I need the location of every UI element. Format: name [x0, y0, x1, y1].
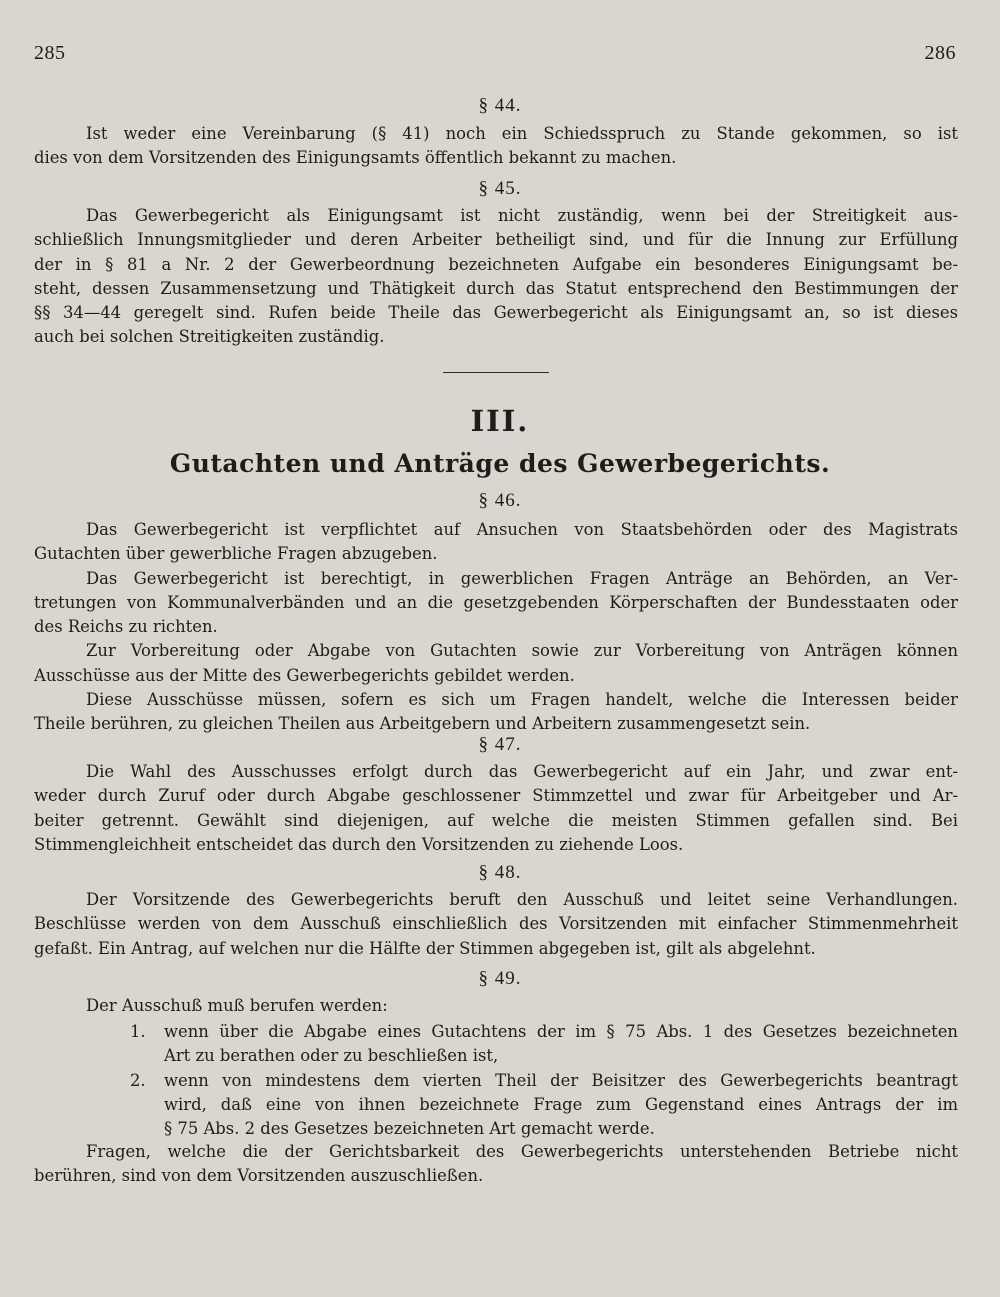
text-line: Der Ausschuß muß berufen werden: — [86, 996, 388, 1015]
text-line: berühren, sind von dem Vorsitzenden auszuschließen. — [34, 1166, 484, 1186]
list-item — [130, 1020, 958, 1069]
part-number: III. — [470, 404, 530, 438]
text-line: beiter getrennt. Gewählt sind diejenigen, auf welche die meisten Stimmen gefallen sind. Bei — [34, 810, 958, 830]
page-number-left: 285 — [34, 42, 66, 64]
text-line: weder durch Zuruf oder durch Abgabe geschlossener Stimmzettel und zwar für Arbeitgeber und Ar- — [34, 786, 958, 806]
text-line: Diese Ausschüsse müssen, sofern es sich um Fragen handelt, welche die Interessen beider — [86, 690, 958, 710]
text-line: Der Vorsitzende des Gewerbegerichts beruft den Ausschuß und leitet seine Verhandlungen. — [86, 890, 958, 909]
text-line: wenn über die Abgabe eines Gutachtens der im § 75 Abs. 1 des Gesetzes bezeichneten — [164, 1022, 958, 1041]
section-45-text — [34, 204, 958, 350]
text-line: gefaßt. Ein Antrag, auf welchen nur die Hälfte der Stimmen abgegeben ist, gilt als abgelehnt. — [34, 938, 816, 958]
text-line: tretungen von Kommunalverbänden und an die gesetzgebenden Körperschaften der Bundesstaaten oder — [34, 592, 958, 612]
text-line: schließlich Innungsmitglieder und deren Arbeiter betheiligt sind, und für die Innung zur Erfüllung — [34, 230, 958, 250]
text-line: Theile berühren, zu gleichen Theilen aus Arbeitgebern und Arbeitern zusammengesetzt sein. — [34, 714, 811, 734]
list-item — [130, 1069, 958, 1142]
text-line: steht, dessen Zusammensetzung und Thätigkeit durch das Statut entsprechend den Bestimmungen der — [34, 278, 958, 298]
section-heading-44: § 44. — [478, 95, 522, 116]
section-49-closing — [34, 1140, 958, 1189]
section-heading-49: § 49. — [478, 968, 522, 989]
text-line: Fragen, welche die der Gerichtsbarkeit des Gewerbegerichts unterstehenden Betriebe nicht — [86, 1142, 958, 1161]
text-line: Ist weder eine Vereinbarung (§ 41) noch ein Schiedsspruch zu Stande gekommen, so ist — [86, 124, 958, 143]
list-item-number: 2. — [130, 1070, 146, 1090]
section-49-list — [130, 1020, 958, 1141]
text-line: auch bei solchen Streitigkeiten zuständig. — [34, 327, 385, 347]
section-49-intro — [34, 994, 958, 1018]
section-heading-45: § 45. — [478, 178, 522, 199]
section-47-text — [34, 760, 958, 857]
section-heading-47: § 47. — [478, 734, 522, 755]
section-48-text — [34, 888, 958, 961]
part-title: Gutachten und Anträge des Gewerbegerichts. — [169, 449, 831, 478]
text-line: §§ 34—44 geregelt sind. Rufen beide Theile das Gewerbegericht als Einigungsamt an, so ist dieses — [34, 303, 958, 323]
text-line: Ausschüsse aus der Mitte des Gewerbegerichts gebildet werden. — [34, 665, 575, 685]
text-line: Das Gewerbegericht ist berechtigt, in gewerblichen Fragen Anträge an Behörden, an Ver- — [86, 568, 958, 588]
text-line: des Reichs zu richten. — [34, 617, 218, 637]
text-line: Stimmengleichheit entscheidet das durch den Vorsitzenden zu ziehende Loos. — [34, 834, 684, 854]
text-line: Gutachten über gewerbliche Fragen abzugeben. — [34, 544, 438, 564]
text-line: Art zu berathen oder zu beschließen ist, — [164, 1046, 499, 1066]
text-line: Die Wahl des Ausschusses erfolgt durch das Gewerbegericht auf ein Jahr, und zwar ent- — [86, 762, 958, 781]
page-number-right: 286 — [924, 42, 956, 64]
section-heading-46: § 46. — [478, 490, 522, 511]
text-line: der in § 81 a Nr. 2 der Gewerbeordnung bezeichneten Aufgabe ein besonderes Einigungsamt be- — [34, 254, 958, 274]
section-heading-48: § 48. — [478, 862, 522, 883]
text-line: Beschlüsse werden von dem Ausschuß einschließlich des Vorsitzenden mit einfacher Stimmenmehrheit — [34, 914, 958, 934]
text-line: § 75 Abs. 2 des Gesetzes bezeichneten Art gemacht werde. — [164, 1119, 655, 1139]
text-line: Das Gewerbegericht als Einigungsamt ist nicht zuständig, wenn bei der Streitigkeit aus- — [86, 206, 958, 225]
text-line: wenn von mindestens dem vierten Theil der Beisitzer des Gewerbegerichts beantragt — [164, 1070, 958, 1090]
text-line: wird, daß eine von ihnen bezeichnete Frage zum Gegenstand eines Antrags der im — [164, 1094, 958, 1114]
section-46-text — [34, 518, 958, 737]
list-item-number: 1. — [130, 1022, 146, 1041]
section-divider — [443, 372, 549, 373]
text-line: Das Gewerbegericht ist verpflichtet auf Ansuchen von Staatsbehörden oder des Magistrats — [86, 520, 958, 539]
text-line: dies von dem Vorsitzenden des Einigungsamts öffentlich bekannt zu machen. — [34, 148, 677, 168]
section-44-text — [34, 122, 958, 171]
text-line: Zur Vorbereitung oder Abgabe von Gutachten sowie zur Vorbereitung von Anträgen können — [86, 641, 958, 661]
